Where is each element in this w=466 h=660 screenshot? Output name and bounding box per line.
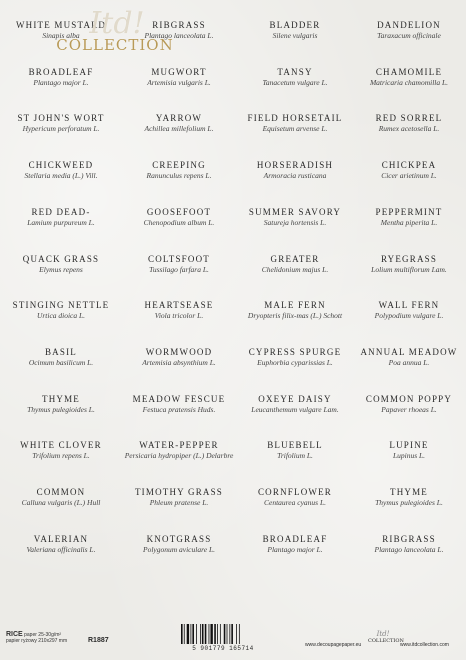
plant-common-name: PEPPERMINT [375,206,443,217]
plant-label [3,300,119,320]
plant-common-name: MUGWORT [151,66,207,77]
barcode-bar [200,624,201,644]
plant-common-name: RED SORREL [375,113,443,124]
plant-common-name: COLTSFOOT [148,253,210,264]
plant-label [121,207,237,227]
plant-latin-name: Elymus repens [39,264,83,274]
barcode [180,624,266,644]
paper-line-1: paper 25-30g/m² [24,632,62,638]
plant-common-name: THYME [42,393,80,404]
barcode-bar [239,624,240,644]
plant-label [3,113,119,133]
plant-latin-name: Equisetum arvense L. [262,124,328,134]
plant-latin-name: Trifolium repens L. [32,451,90,461]
plant-common-name: WALL FERN [378,300,440,311]
footer-logo [368,630,404,644]
plant-common-name: WHITE MUSTARD [15,20,107,30]
plant-latin-name: Tanacetum vulgare L. [262,77,328,87]
barcode-bar [202,624,204,644]
plant-common-name: WORMWOOD [145,346,213,357]
plant-common-name: CHAMOMILE [375,66,443,77]
plant-common-name: MEADOW FESCUE [132,393,226,404]
plant-label [3,534,119,554]
plant-label [3,207,119,227]
barcode-bar [227,624,228,644]
plant-latin-name: Cicer arietinum L. [381,171,437,181]
product-code: R1887 [88,637,109,644]
plant-label [351,160,466,180]
plant-common-name: SUMMER SAVORY [248,206,342,217]
plant-label [121,160,237,180]
plant-common-name: MALE FERN [264,300,326,311]
plant-label [121,254,237,274]
plant-common-name: BASIL [44,346,77,357]
plant-label [237,113,353,133]
plant-label [351,20,466,40]
barcode-bar [196,624,197,644]
plant-latin-name: Plantago lanceolata L. [144,31,214,40]
barcode-bar [229,624,230,644]
plant-label [351,347,466,367]
plant-latin-name: Taraxacum officinale [377,31,441,40]
plant-label [121,67,237,87]
plant-latin-name: Rumex acetosella L. [378,124,440,134]
label-grid [0,14,466,614]
plant-common-name: RIBGRASS [382,533,436,544]
plant-label [237,534,353,554]
plant-latin-name: Artemisia absynthium L. [142,357,216,367]
plant-latin-name: Polypodium vulgare L. [374,311,444,321]
product-name: RICE [6,631,23,638]
plant-label [237,207,353,227]
plant-label [237,347,353,367]
barcode-bar [191,624,192,644]
plant-label [3,67,119,87]
plant-label [237,20,353,40]
plant-label [121,440,237,460]
plant-label [121,113,237,133]
plant-common-name: CHICKPEA [381,160,437,171]
barcode-bar [220,624,221,644]
plant-latin-name: Plantago major L. [267,544,323,554]
plant-common-name: RED DEAD- [31,206,91,217]
plant-latin-name: Ranunculus repens L. [146,171,212,181]
plant-latin-name: Lamium purpureum L. [27,217,95,227]
plant-latin-name: Artemisia vulgaris L. [147,77,211,87]
plant-label [121,347,237,367]
paper-info [6,632,67,644]
barcode-bar [210,624,212,644]
plant-common-name: GOOSEFOOT [146,206,212,217]
plant-latin-name: Satureja hortensis L. [263,217,327,227]
plant-latin-name: Tussilago farfara L. [149,264,209,274]
plant-latin-name: Armoracia rusticana [263,171,327,181]
website-decoupage: www.decoupagepaper.eu [305,642,362,648]
plant-label [351,254,466,274]
plant-label [121,300,237,320]
plant-latin-name: Hypericum perforatum L. [22,124,100,134]
barcode-bar [209,624,210,644]
plant-latin-name: Persicaria hydropiper (L.) Delarbre [124,451,234,461]
plant-label [351,207,466,227]
logo-script: Itd! [89,6,145,41]
barcode-bar [214,624,216,644]
plant-common-name: CREEPING [152,160,206,171]
plant-common-name: STINGING NETTLE [12,300,110,311]
plant-label [237,160,353,180]
plant-label [237,300,353,320]
plant-common-name: BLADDER [269,20,321,30]
itd-collection-logo [56,6,174,64]
plant-common-name: HORSERADISH [256,160,334,171]
plant-common-name: FIELD HORSETAIL [247,113,343,124]
plant-latin-name: Chelidonium majus L. [261,264,329,274]
plant-common-name: COMMON POPPY [365,393,453,404]
barcode-bar [217,624,218,644]
plant-latin-name: Festuca pratensis Huds. [142,404,216,414]
plant-label [351,394,466,414]
plant-latin-name: Centaurea cyanus L. [263,498,326,507]
plant-common-name: WHITE CLOVER [20,440,102,451]
plant-latin-name: Viola tricolor L. [154,311,204,321]
plant-common-name: QUACK GRASS [22,253,100,264]
plant-latin-name: Lolium multiflorum Lam. [371,264,447,274]
plant-common-name: LUPINE [389,440,429,451]
plant-latin-name: Dryopteris filix-mas (L.) Schott [247,311,343,321]
plant-common-name: COMMON [36,487,86,497]
plant-label [3,487,119,507]
plant-latin-name: Thymus pulegioides L. [27,404,95,414]
plant-label [351,487,466,507]
plant-latin-name: Stellaria media (L.) Vill. [24,171,98,181]
plant-common-name: TIMOTHY GRASS [134,487,224,497]
website-itd: www.itdcollection.com [400,642,449,648]
plant-label [237,440,353,460]
barcode-number: 5 901779 165714 [192,645,254,652]
plant-latin-name: Poa annua L. [388,357,430,367]
plant-label [121,534,237,554]
plant-latin-name: Silene vulgaris [272,31,318,40]
plant-latin-name: Valeriana officinalis L. [26,544,96,554]
plant-label [351,534,466,554]
plant-common-name: GREATER [270,253,320,264]
plant-common-name: WATER-PEPPER [139,440,219,451]
plant-label [3,347,119,367]
plant-label [351,67,466,87]
plant-label [351,440,466,460]
footer-logo-word: COLLECTION [368,638,404,644]
plant-latin-name: Euphorbia cyparissias L. [257,357,333,367]
plant-common-name: RIBGRASS [152,20,206,30]
plant-latin-name: Lupinus L. [392,451,426,461]
plant-label [3,254,119,274]
plant-latin-name: Polygonum aviculare L. [142,544,215,554]
plant-label [3,394,119,414]
plant-label [351,300,466,320]
plant-label [351,113,466,133]
plant-common-name: TANSY [277,66,313,77]
barcode-bar [181,624,183,644]
barcode-bar [184,624,185,644]
footer-logo-script: Itd! [376,630,390,638]
plant-common-name: OXEYE DAISY [258,393,332,404]
plant-latin-name: Calluna vulgaris (L.) Hull [21,498,101,507]
plant-common-name: BLUEBELL [267,440,323,451]
plant-latin-name: Papaver rhoeas L. [381,404,437,414]
plant-latin-name: Matricaria chamomilla L. [369,77,449,87]
plant-label [3,440,119,460]
barcode-bar [187,624,189,644]
footer [0,614,466,660]
plant-label [237,67,353,87]
barcode-bar [236,624,237,644]
plant-label [237,394,353,414]
plant-latin-name: Leucanthemum vulgare Lam. [251,404,339,414]
plant-common-name: RYEGRASS [380,253,438,264]
plant-common-name: BROADLEAF [262,533,328,544]
paper-line-2: papier ryżowy 210x297 mm [6,638,68,644]
plant-latin-name: Thymus pulegioides L. [375,498,443,507]
plant-latin-name: Plantago major L. [33,77,89,87]
plant-latin-name: Trifolium L. [277,451,313,461]
plant-latin-name: Plantago lanceolata L. [374,544,444,554]
plant-common-name: KNOTGRASS [146,533,212,544]
plant-common-name: YARROW [155,113,203,124]
plant-common-name: THYME [390,487,428,497]
plant-common-name: ST JOHN'S WORT [17,113,105,124]
plant-common-name: BROADLEAF [28,66,94,77]
plant-latin-name: Urtica dioica L. [36,311,86,321]
plant-label [3,160,119,180]
plant-common-name: CORNFLOWER [257,487,332,497]
plant-latin-name: Chenopodium album L. [143,217,215,227]
plant-common-name: VALERIAN [33,533,89,544]
logo-word: COLLECTION [56,36,174,54]
plant-latin-name: Sinapis alba [42,31,80,40]
plant-label [121,487,237,507]
plant-common-name: CHICKWEED [28,160,94,171]
plant-common-name: HEARTSEASE [144,300,214,311]
barcode-bar [205,624,207,644]
plant-latin-name: Ocimum basilicum L. [28,357,94,367]
barcode-bar [192,624,194,644]
plant-latin-name: Phleum pratense L. [149,498,209,507]
plant-label [237,487,353,507]
plant-common-name: DANDELION [377,20,441,30]
plant-common-name: CYPRESS SPURGE [248,346,342,357]
plant-latin-name: Achillea millefolium L. [144,124,214,134]
plant-label [237,254,353,274]
barcode-bar [224,624,226,644]
plant-common-name: ANNUAL MEADOW [360,346,458,357]
plant-label [121,394,237,414]
plant-latin-name: Mentha piperita L. [380,217,438,227]
barcode-bar [231,624,233,644]
